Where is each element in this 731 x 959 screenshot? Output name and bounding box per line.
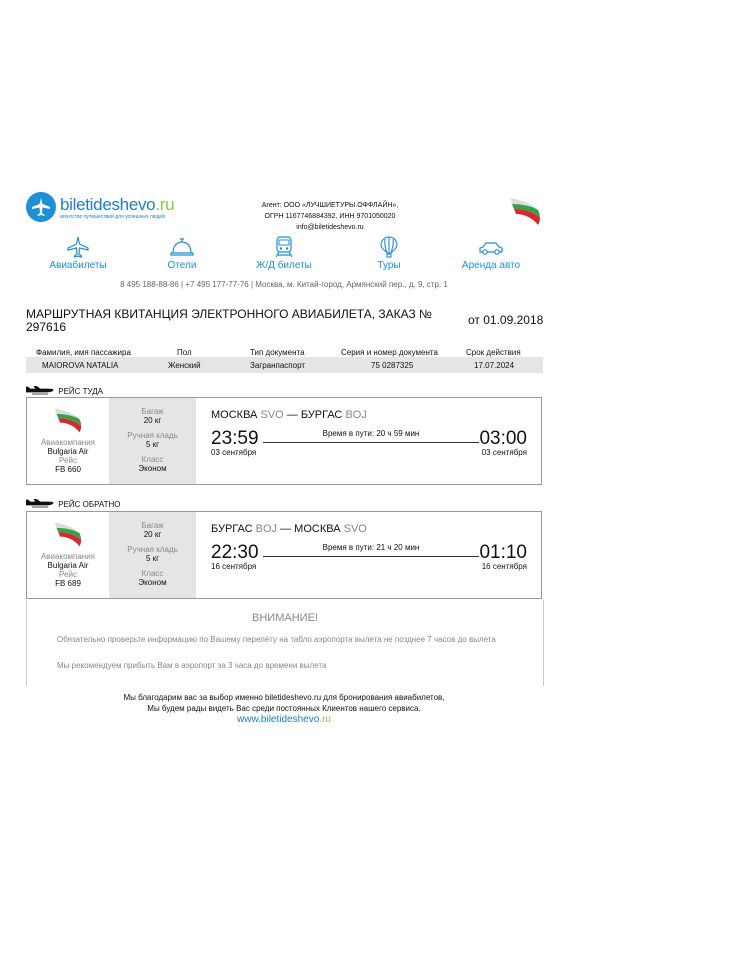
airline-label: Авиакомпания bbox=[40, 552, 96, 561]
hotel-bell-icon bbox=[147, 236, 217, 260]
nav-trains-label: Ж/Д билеты bbox=[256, 260, 312, 271]
agent-info bbox=[230, 200, 430, 233]
passenger-doc-expiry: 17.07.2024 bbox=[474, 361, 515, 370]
agent-email[interactable]: info@biletideshevo.ru bbox=[296, 224, 364, 231]
attention-note-2: Мы рекомендуем прибыть Вам в аэропорт за 3 часа до времени вылета bbox=[57, 661, 327, 670]
flight-duration: Время в пути: 20 ч 59 мин bbox=[322, 429, 420, 438]
nav-trains[interactable] bbox=[248, 236, 320, 276]
flight-route bbox=[211, 523, 367, 535]
arrival-city: БУРГАС bbox=[300, 409, 343, 421]
departure-city: БУРГАС bbox=[211, 523, 253, 535]
arrival-code: BOJ bbox=[345, 409, 367, 421]
attention-title: ВНИМАНИЕ! bbox=[252, 612, 318, 624]
flight-number: FB 689 bbox=[55, 579, 81, 588]
departure-code: SVO bbox=[260, 409, 284, 421]
header-gender: Пол bbox=[177, 348, 192, 357]
header-expiry: Срок действия bbox=[466, 348, 521, 357]
baggage-value: 20 кг bbox=[143, 416, 162, 425]
flight-label: Рейс bbox=[59, 570, 77, 579]
departure-city: МОСКВА bbox=[211, 409, 258, 421]
baggage-info bbox=[109, 398, 196, 484]
bulgaria-air-logo-icon bbox=[53, 406, 83, 436]
page-title: МАРШРУТНАЯ КВИТАНЦИЯ ЭЛЕКТРОННОГО АВИАБИЛЕТА, ЗАКАЗ № 297616 bbox=[26, 307, 432, 334]
baggage-info bbox=[109, 512, 196, 598]
passenger-doc-type: Загранпаспорт bbox=[250, 361, 306, 370]
return-flight-card bbox=[26, 511, 542, 599]
baggage-label: Багаж bbox=[141, 521, 164, 530]
arrival-time: 03:00 bbox=[479, 428, 527, 449]
airline-name: Bulgaria Air bbox=[47, 561, 89, 570]
departure-date: 03 сентября bbox=[211, 448, 257, 457]
outbound-section-label: РЕЙС ТУДА bbox=[26, 386, 103, 396]
bulgaria-air-logo-icon bbox=[508, 196, 542, 231]
outbound-flight-card bbox=[26, 397, 542, 485]
nav-flights[interactable] bbox=[43, 236, 113, 276]
hand-luggage-label: Ручная кладь bbox=[127, 545, 178, 554]
plane-return-icon bbox=[26, 499, 54, 509]
route-dash: — bbox=[280, 523, 292, 535]
flight-line bbox=[263, 442, 479, 443]
plane-logo-icon bbox=[26, 192, 56, 222]
footer-site-link[interactable]: www.biletideshevo.ru bbox=[237, 714, 331, 725]
nav-car-rental[interactable] bbox=[456, 236, 526, 276]
attention-block bbox=[26, 600, 544, 686]
passenger-gender: Женский bbox=[168, 361, 201, 370]
airline-info bbox=[27, 398, 109, 484]
passenger-table-header bbox=[26, 346, 543, 357]
passenger-table bbox=[26, 346, 543, 373]
return-section-label: РЕЙС ОБРАТНО bbox=[26, 499, 121, 509]
nav-tours-label: Туры bbox=[377, 260, 401, 271]
nav-hotels[interactable] bbox=[147, 236, 217, 276]
footer-thanks bbox=[26, 692, 542, 725]
header-doc-number: Серия и номер документа bbox=[341, 348, 438, 357]
flight-label: Рейс bbox=[59, 456, 77, 465]
baggage-value: 20 кг bbox=[143, 530, 162, 539]
class-label: Класс bbox=[141, 455, 164, 464]
flight-duration: Время в пути: 21 ч 20 мин bbox=[322, 543, 420, 552]
departure-code: BOJ bbox=[255, 523, 278, 535]
arrival-date: 16 сентября bbox=[481, 562, 527, 571]
car-icon bbox=[456, 236, 526, 260]
bulgaria-air-logo-icon bbox=[53, 520, 83, 550]
baggage-label: Багаж bbox=[141, 407, 164, 416]
order-date: от 01.09.2018 bbox=[468, 313, 544, 327]
hand-luggage-value: 5 кг bbox=[145, 440, 160, 449]
balloon-icon bbox=[354, 236, 424, 260]
brand-logo[interactable] bbox=[26, 192, 196, 228]
nav-car-rental-label: Аренда авто bbox=[461, 260, 521, 271]
thanks-line-2: Мы будем рады видеть Вас среди постоянных Клиентов нашего сервиса. bbox=[147, 704, 421, 713]
class-value: Эконом bbox=[138, 464, 167, 473]
class-value: Эконом bbox=[138, 578, 167, 587]
flight-route bbox=[211, 409, 367, 421]
passenger-row bbox=[26, 357, 543, 373]
class-label: Класс bbox=[141, 569, 164, 578]
agent-registration: ОГРН 1167746884392, ИНН 9701050020 bbox=[264, 213, 396, 220]
logo-tagline: агентство путешествий для успешных людей bbox=[60, 214, 165, 220]
plane-departure-icon bbox=[26, 386, 54, 396]
airline-name: Bulgaria Air bbox=[47, 447, 89, 456]
nav-flights-label: Авиабилеты bbox=[49, 260, 107, 271]
arrival-city: МОСКВА bbox=[294, 523, 341, 535]
agent-name: Агент: ООО «ЛУЧШИЕТУРЫ.ОФФЛАЙН», bbox=[261, 202, 399, 209]
nav-tours[interactable] bbox=[354, 236, 424, 276]
passenger-name: MAIOROVA NATALIA bbox=[42, 361, 119, 370]
arrival-date: 03 сентября bbox=[481, 448, 527, 457]
route-dash: — bbox=[286, 409, 298, 421]
airline-label: Авиакомпания bbox=[40, 438, 96, 447]
passenger-doc-number: 75 0287325 bbox=[371, 361, 414, 370]
arrival-time: 01:10 bbox=[479, 542, 527, 563]
nav-hotels-label: Отели bbox=[167, 260, 197, 271]
hand-luggage-value: 5 кг bbox=[145, 554, 160, 563]
flight-line bbox=[263, 556, 479, 557]
arrival-code: SVO bbox=[343, 523, 367, 535]
logo-text: biletideshevo.ru bbox=[60, 195, 175, 214]
plane-icon bbox=[43, 236, 113, 260]
train-icon bbox=[248, 236, 320, 260]
header-doc-type: Тип документа bbox=[250, 348, 305, 357]
flight-number: FB 660 bbox=[55, 465, 81, 474]
thanks-line-1: Мы благодарим вас за выбор именно biletideshevo.ru для бронирования авиабилетов, bbox=[123, 693, 445, 702]
departure-time: 22:30 bbox=[211, 542, 259, 563]
contacts-line: 8 495 188-88-86 | +7 495 177-77-76 | Москва, м. Китай-город, Армянский пер., д. 9, стр. 1 bbox=[120, 280, 448, 289]
attention-note-1: Обязательно проверьте информацию по Вашему перелёту на табло аэропорта вылета не позднее 7 часов до вылета bbox=[57, 635, 496, 644]
departure-date: 16 сентября bbox=[211, 562, 257, 571]
hand-luggage-label: Ручная кладь bbox=[127, 431, 178, 440]
airline-info bbox=[27, 512, 109, 598]
departure-time: 23:59 bbox=[211, 428, 259, 449]
header-passenger-name: Фамилия, имя пассажира bbox=[36, 348, 131, 357]
